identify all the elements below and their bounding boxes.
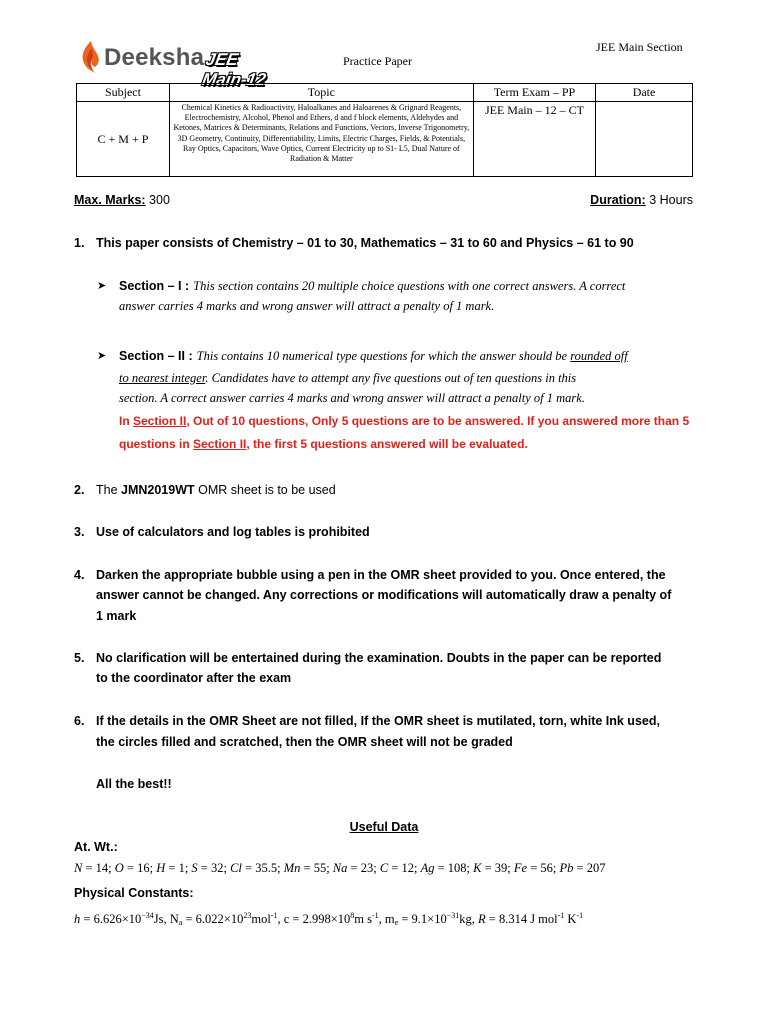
max-marks: Max. Marks: 300 [74, 193, 170, 207]
atomic-weight-item: Cl = 35.5 [230, 861, 278, 875]
table-row [77, 102, 693, 177]
section-2-line-2: to nearest integer. Candidates have to attempt any five questions out of ten questions in this [119, 371, 577, 385]
duration: Duration: 3 Hours [590, 193, 693, 207]
closing-note: All the best!! [96, 777, 172, 791]
arrow-bullet-icon: ➤ [97, 350, 107, 362]
atomic-weight-item: Na = 23 [332, 861, 374, 875]
atomic-weight-item: H = 1 [156, 861, 185, 875]
exam-info-table [76, 83, 693, 177]
topic-cell: Chemical Kinetics & Radioactivity, Haloalkanes and Haloarenes & Grignard Reagents, Electrochemistry, Alcohol, Phenol and Ethers, d and f block elements, Aldehydes and Ketones, Matrices & Determinants, Relations and Functions, Vectors, Inverse Trigonometry, 3D Geometry, Continuity, Differentiability, Limits, Electric Charges, Fields, & Potentials, Ray Optics, Capacitors, Wave Optics, Current Electricity up to S1- L5, Dual Nature of Radiation & Matter [169, 102, 473, 177]
jee-main-badge: JEE Main-12 [200, 50, 268, 89]
page-title: Practice Paper [343, 54, 412, 68]
col-topic: Topic [169, 84, 473, 102]
atomic-weight-item: K = 39 [473, 861, 508, 875]
section-2-line-3: section. A correct answer carries 4 marks and wrong answer will attract a penalty of 1 mark. [119, 391, 585, 405]
atomic-weights: N = 14; O = 16; H = 1; S = 32; Cl = 35.5; Mn = 55; Na = 23; C = 12; Ag = 108; K = 39; Fe = 56; Pb = 207 [74, 861, 606, 875]
term-exam-cell: JEE Main – 12 – CT [473, 102, 595, 177]
atomic-weight-item: Fe = 56 [513, 861, 553, 875]
atomic-weight-item: Ag = 108 [420, 861, 467, 875]
instruction-3: Use of calculators and log tables is prohibited [96, 525, 370, 539]
instruction-2: The JMN2019WT OMR sheet is to be used [96, 483, 336, 497]
item-number: 6. [74, 714, 85, 728]
section-label: JEE Main Section [596, 40, 683, 54]
deeksha-logo [80, 40, 280, 89]
item-number: 1. [74, 236, 85, 250]
instruction-4-line-1: Darken the appropriate bubble using a pen in the OMR sheet provided to you. Once entered, the [96, 568, 666, 582]
electron-mass: $m_e = 9.1\times 10^{-31}kg$ [384, 911, 472, 927]
planck-constant: $h = 6.626\times 10^{-34}Js$ [74, 911, 164, 926]
date-cell [596, 102, 693, 177]
col-subject: Subject [77, 84, 170, 102]
brand-name: Deeksha [104, 44, 205, 71]
flame-icon [80, 40, 102, 76]
gas-constant: R = 8.314 J mol$^{-1}$ $K^{-1}$ [477, 911, 584, 926]
section-1-line-2: answer carries 4 marks and wrong answer will attract a penalty of 1 mark. [119, 299, 495, 313]
instruction-5-line-1: No clarification will be entertained during the examination. Doubts in the paper can be reported [96, 651, 662, 665]
atomic-weight-item: C = 12 [379, 861, 414, 875]
col-date: Date [596, 84, 693, 102]
instruction-4-line-2: answer cannot be changed. Any corrections or modifications will automatically draw a penalty of [96, 588, 672, 602]
atomic-weight-item: O = 16 [114, 861, 150, 875]
atomic-weight-item: Mn = 55 [283, 861, 327, 875]
atomic-weight-item: S = 32 [191, 861, 224, 875]
instruction-1: This paper consists of Chemistry – 01 to 30, Mathematics – 31 to 60 and Physics – 61 to 90 [96, 236, 634, 250]
table-header-row [77, 84, 693, 102]
item-number: 2. [74, 483, 85, 497]
instruction-5-line-2: to the coordinator after the exam [96, 671, 292, 685]
arrow-bullet-icon: ➤ [97, 280, 107, 292]
item-number: 3. [74, 525, 85, 539]
useful-data-heading: Useful Data [349, 820, 419, 834]
instruction-6-line-2: the circles filled and scratched, then the OMR sheet will not be graded [96, 735, 513, 749]
col-term-exam: Term Exam – PP [473, 84, 595, 102]
instruction-4-line-3: 1 mark [96, 609, 137, 623]
physical-constants-label: Physical Constants: [74, 886, 194, 900]
speed-of-light: $c = 2.998\times 10^8m$ $s^{-1}$ [283, 911, 379, 926]
atomic-weight-item: Pb = 207 [559, 861, 606, 875]
physical-constants: $h = 6.626\times 10^{-34}Js$, $N_a = 6.022\times 10^{23}mol^{-1}$, $c = 2.998\times 10^8m$ $s^{-1}$, $m_e = 9.1\times 10^{-31}kg$, R = 8.314 J mol$^{-1}$ $K^{-1}$ [74, 911, 584, 927]
item-number: 5. [74, 651, 85, 665]
section-2-line-1: Section – II : This contains 10 numerical type questions for which the answer should be rounded off [119, 349, 628, 363]
item-number: 4. [74, 568, 85, 582]
subject-cell: C + M + P [77, 102, 170, 177]
atomic-weight-item: N = 14 [74, 861, 109, 875]
avogadro-constant: $N_a = 6.022\times 10^{23}mol^{-1}$ [169, 911, 278, 927]
section-2-note-line-2: questions in Section II, the first 5 questions answered will be evaluated. [119, 437, 528, 451]
instruction-6-line-1: If the details in the OMR Sheet are not filled, If the OMR sheet is mutilated, torn, white Ink used, [96, 714, 660, 728]
atomic-weight-label: At. Wt.: [74, 840, 118, 854]
section-1-line-1: Section – I : This section contains 20 multiple choice questions with one correct answers. A correct [119, 279, 626, 293]
section-2-note-line-1: In Section II, Out of 10 questions, Only 5 questions are to be answered. If you answered more than 5 [119, 414, 690, 428]
